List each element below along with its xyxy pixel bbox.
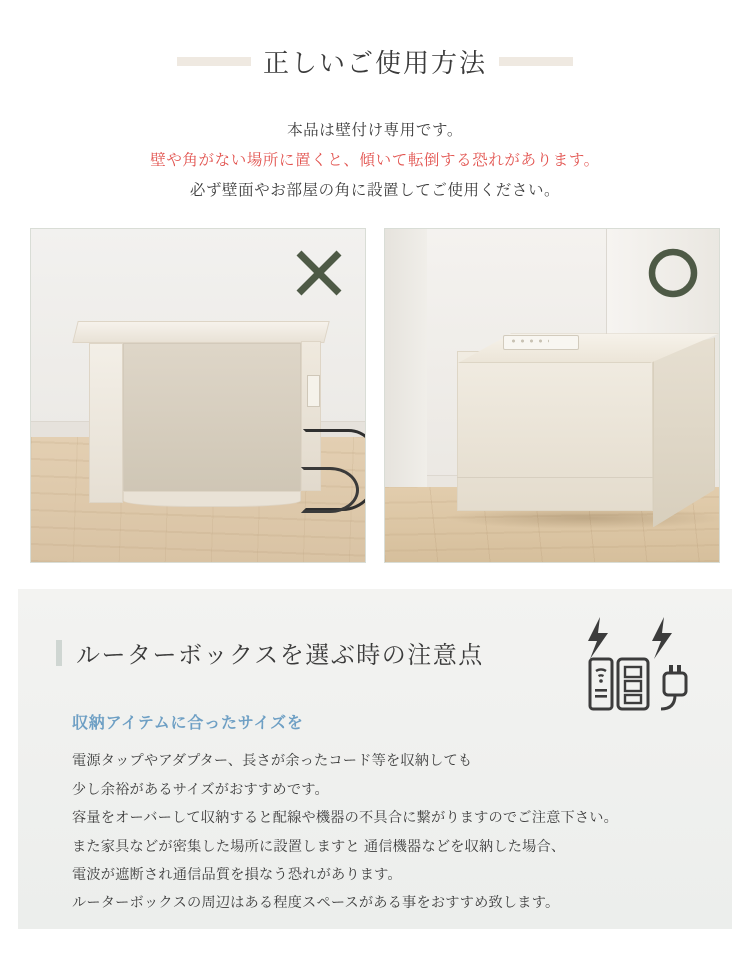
body-line-2: 少し余裕があるサイズがおすすめです。 (72, 781, 329, 798)
lead-paragraph (0, 116, 750, 207)
title-rule-right (499, 57, 573, 66)
title-rule-left (177, 57, 251, 66)
cross-mark-icon (293, 247, 345, 299)
body-line-3: 容量をオーバーして収納すると配線や機器の不具合に繋がりますのでご注意下さい。 (72, 810, 619, 827)
box-left-panel (89, 343, 123, 503)
box-front-panel (457, 351, 653, 511)
bad-example-photo (30, 228, 366, 563)
body-line-4: また家具などが密集した場所に設置しますと 通信機器などを収納した場合、 (72, 838, 566, 855)
section-title-text: ルーターボックスを選ぶ時の注意点 (76, 642, 484, 670)
box-inner-cavity (123, 343, 301, 493)
section-subtitle: 収納アイテムに合ったサイズを (72, 715, 304, 733)
power-strip (307, 375, 320, 407)
box-top-panel (72, 321, 329, 343)
router-box-tilted (75, 321, 327, 521)
router-indicator-lights (509, 339, 549, 343)
box-bottom-panel (123, 491, 301, 507)
body-line-6: ルーターボックスの周辺はある程度スペースがある事をおすすめ致します。 (72, 895, 560, 912)
body-line-5: 電波が遮断され通信品質を損なう恐れがあります。 (72, 866, 402, 883)
example-photo-row (0, 228, 750, 563)
good-example-photo (384, 228, 720, 563)
left-wall (385, 229, 427, 529)
lead-line-1: 本品は壁付け専用です。 (287, 121, 463, 139)
lead-line-2-warning: 壁や角がない場所に置くと、傾いて転倒する恐れがあります。 (150, 152, 600, 170)
box-front-seam (457, 477, 653, 478)
router-and-power-strip-icon (578, 615, 698, 725)
page-title-text: 正しいご使用方法 (262, 48, 487, 79)
page-title (0, 26, 750, 98)
circle-mark-icon (647, 247, 699, 299)
body-line-1: 電源タップやアダプター、長さが余ったコード等を収納しても (72, 753, 473, 770)
section-body (72, 747, 732, 917)
section-title-rule (56, 640, 62, 666)
lead-line-3: 必ず壁面やお部屋の角に設置してご使用ください。 (189, 182, 561, 200)
selection-tips-section (18, 589, 732, 929)
